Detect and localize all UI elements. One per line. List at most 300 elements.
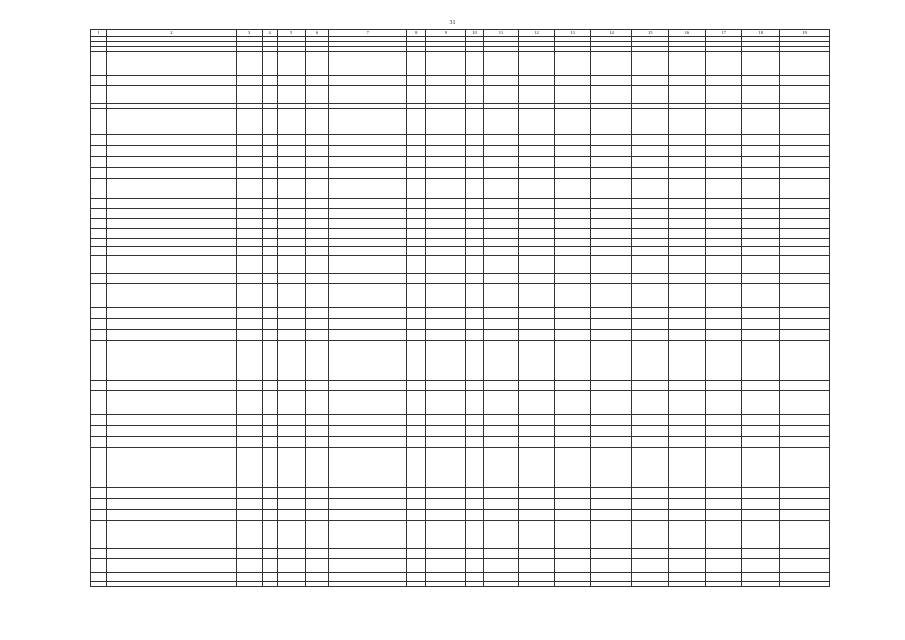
table-cell <box>91 448 107 488</box>
table-cell <box>91 219 107 229</box>
table-cell <box>483 274 519 284</box>
table-cell <box>554 549 591 559</box>
table-cell <box>466 86 483 104</box>
table-cell <box>329 274 407 284</box>
table-cell <box>483 209 519 219</box>
table-cell <box>329 199 407 209</box>
table-cell <box>91 146 107 157</box>
table-cell <box>742 521 780 549</box>
table-cell <box>554 239 591 247</box>
table-row <box>91 391 830 415</box>
table-cell <box>277 510 305 521</box>
table-cell <box>632 86 669 104</box>
table-cell <box>426 330 466 341</box>
table-cell <box>262 135 277 146</box>
table-cell <box>426 229 466 239</box>
table-cell <box>107 341 236 381</box>
table-cell <box>780 179 830 199</box>
table-cell <box>236 239 262 247</box>
table-cell <box>519 510 555 521</box>
table-cell <box>780 256 830 274</box>
table-cell <box>705 426 742 437</box>
table-cell <box>554 341 591 381</box>
table-cell <box>107 109 236 135</box>
table-row <box>91 219 830 229</box>
table-cell <box>591 448 632 488</box>
table-cell <box>407 146 426 157</box>
table-cell <box>483 391 519 415</box>
column-number: 1 <box>91 30 107 37</box>
table-cell <box>407 52 426 76</box>
table-cell <box>705 179 742 199</box>
table-cell <box>742 179 780 199</box>
table-cell <box>426 239 466 247</box>
table-cell <box>669 146 706 157</box>
table-cell <box>407 157 426 168</box>
table-cell <box>91 109 107 135</box>
table-cell <box>262 247 277 256</box>
table-cell <box>107 219 236 229</box>
table-cell <box>329 426 407 437</box>
table-cell <box>236 391 262 415</box>
table-cell <box>519 247 555 256</box>
table-cell <box>277 135 305 146</box>
table-cell <box>305 330 329 341</box>
table-row <box>91 247 830 256</box>
table-cell <box>262 426 277 437</box>
table-cell <box>519 330 555 341</box>
table-cell <box>407 549 426 559</box>
table-cell <box>554 391 591 415</box>
table-cell <box>262 157 277 168</box>
table-cell <box>91 179 107 199</box>
table-cell <box>742 284 780 308</box>
table-cell <box>277 549 305 559</box>
table-cell <box>742 199 780 209</box>
table-cell <box>705 157 742 168</box>
column-number: 14 <box>591 30 632 37</box>
table-cell <box>554 199 591 209</box>
table-cell <box>519 573 555 582</box>
table-cell <box>632 319 669 330</box>
table-row <box>91 256 830 274</box>
table-cell <box>591 437 632 448</box>
table-cell <box>407 219 426 229</box>
table-cell <box>236 146 262 157</box>
table-cell <box>107 510 236 521</box>
table-cell <box>262 274 277 284</box>
table-cell <box>591 415 632 426</box>
table-cell <box>705 219 742 229</box>
table-cell <box>632 308 669 319</box>
table-cell <box>466 426 483 437</box>
table-cell <box>466 52 483 76</box>
table-cell <box>277 256 305 274</box>
table-cell <box>277 157 305 168</box>
table-cell <box>91 319 107 330</box>
table-cell <box>632 448 669 488</box>
table-row <box>91 146 830 157</box>
table-cell <box>107 488 236 499</box>
table-cell <box>554 209 591 219</box>
table-cell <box>705 521 742 549</box>
table-cell <box>742 437 780 448</box>
table-cell <box>407 582 426 587</box>
table-cell <box>780 437 830 448</box>
table-cell <box>519 256 555 274</box>
table-cell <box>262 510 277 521</box>
table-cell <box>107 229 236 239</box>
table-cell <box>554 521 591 549</box>
table-cell <box>107 426 236 437</box>
table-cell <box>780 157 830 168</box>
table-cell <box>705 488 742 499</box>
table-cell <box>305 319 329 330</box>
table-cell <box>236 582 262 587</box>
table-cell <box>277 573 305 582</box>
table-cell <box>466 499 483 510</box>
table-cell <box>519 381 555 391</box>
table-cell <box>591 168 632 179</box>
table-cell <box>780 521 830 549</box>
table-cell <box>554 499 591 510</box>
table-cell <box>407 448 426 488</box>
table-cell <box>466 573 483 582</box>
table-cell <box>466 76 483 86</box>
table-cell <box>262 52 277 76</box>
table-cell <box>107 199 236 209</box>
table-cell <box>277 109 305 135</box>
table-cell <box>554 415 591 426</box>
table-cell <box>305 582 329 587</box>
table-row <box>91 330 830 341</box>
table-cell <box>591 109 632 135</box>
table-cell <box>519 229 555 239</box>
table-cell <box>426 381 466 391</box>
table-cell <box>277 521 305 549</box>
table-cell <box>780 415 830 426</box>
table-row <box>91 209 830 219</box>
table-cell <box>669 109 706 135</box>
table-cell <box>466 448 483 488</box>
table-cell <box>305 229 329 239</box>
table-cell <box>705 582 742 587</box>
table-cell <box>426 135 466 146</box>
table-cell <box>554 219 591 229</box>
table-cell <box>466 219 483 229</box>
table-row <box>91 341 830 381</box>
table-cell <box>742 209 780 219</box>
page-number: 31 <box>449 20 456 26</box>
table-cell <box>426 448 466 488</box>
table-cell <box>591 247 632 256</box>
table-cell <box>277 415 305 426</box>
table-cell <box>107 573 236 582</box>
table-cell <box>742 426 780 437</box>
table-cell <box>632 549 669 559</box>
table-cell <box>426 426 466 437</box>
table-cell <box>262 559 277 573</box>
table-cell <box>426 168 466 179</box>
table-cell <box>519 284 555 308</box>
table-cell <box>705 510 742 521</box>
column-number: 18 <box>742 30 780 37</box>
table-cell <box>632 341 669 381</box>
table-cell <box>591 274 632 284</box>
table-cell <box>591 146 632 157</box>
table-cell <box>483 308 519 319</box>
table-cell <box>483 330 519 341</box>
table-cell <box>742 274 780 284</box>
table-cell <box>669 488 706 499</box>
table-cell <box>519 549 555 559</box>
table-cell <box>91 135 107 146</box>
table-cell <box>483 381 519 391</box>
table-cell <box>277 448 305 488</box>
table-cell <box>262 308 277 319</box>
table-cell <box>705 319 742 330</box>
table-cell <box>519 308 555 319</box>
table-cell <box>426 219 466 229</box>
table-cell <box>519 109 555 135</box>
table-cell <box>305 179 329 199</box>
table-cell <box>554 157 591 168</box>
table-cell <box>466 229 483 239</box>
table-cell <box>305 256 329 274</box>
table-cell <box>669 219 706 229</box>
table-cell <box>554 168 591 179</box>
table-cell <box>305 521 329 549</box>
table-cell <box>669 284 706 308</box>
table-cell <box>236 256 262 274</box>
table-row <box>91 415 830 426</box>
table-cell <box>742 157 780 168</box>
table-body <box>91 37 830 587</box>
table-cell <box>407 179 426 199</box>
table-cell <box>236 157 262 168</box>
budget-table <box>90 29 830 587</box>
table-cell <box>426 179 466 199</box>
table-cell <box>426 549 466 559</box>
table-cell <box>483 219 519 229</box>
table-cell <box>780 308 830 319</box>
table-cell <box>632 488 669 499</box>
table-row <box>91 582 830 587</box>
table-cell <box>632 426 669 437</box>
table-cell <box>329 247 407 256</box>
table-cell <box>519 274 555 284</box>
table-cell <box>277 426 305 437</box>
table-cell <box>91 274 107 284</box>
table-cell <box>426 284 466 308</box>
table-cell <box>466 209 483 219</box>
table-cell <box>262 199 277 209</box>
table-cell <box>742 582 780 587</box>
table-cell <box>277 499 305 510</box>
table-row <box>91 488 830 499</box>
table-cell <box>705 109 742 135</box>
table-row <box>91 229 830 239</box>
table-cell <box>91 157 107 168</box>
table-cell <box>305 86 329 104</box>
table-cell <box>236 219 262 229</box>
table-cell <box>705 168 742 179</box>
column-number: 4 <box>262 30 277 37</box>
table-cell <box>466 168 483 179</box>
table-cell <box>91 510 107 521</box>
table-cell <box>305 209 329 219</box>
table-cell <box>483 521 519 549</box>
table-cell <box>262 488 277 499</box>
column-number: 3 <box>236 30 262 37</box>
table-cell <box>236 510 262 521</box>
table-cell <box>519 582 555 587</box>
table-cell <box>236 247 262 256</box>
table-cell <box>426 521 466 549</box>
table-cell <box>554 76 591 86</box>
table-cell <box>554 179 591 199</box>
table-cell <box>466 319 483 330</box>
table-cell <box>591 219 632 229</box>
table-cell <box>305 168 329 179</box>
column-number: 12 <box>519 30 555 37</box>
table-cell <box>591 179 632 199</box>
table-cell <box>669 209 706 219</box>
table-cell <box>91 573 107 582</box>
table-cell <box>669 256 706 274</box>
table-cell <box>329 209 407 219</box>
table-cell <box>262 168 277 179</box>
table-cell <box>483 426 519 437</box>
table-cell <box>554 274 591 284</box>
table-cell <box>483 247 519 256</box>
table-cell <box>742 549 780 559</box>
table-cell <box>780 199 830 209</box>
table-cell <box>426 488 466 499</box>
table-cell <box>554 437 591 448</box>
table-cell <box>705 86 742 104</box>
table-cell <box>669 499 706 510</box>
table-cell <box>632 499 669 510</box>
table-cell <box>632 168 669 179</box>
table-cell <box>669 229 706 239</box>
table-cell <box>329 179 407 199</box>
table-cell <box>632 573 669 582</box>
table-cell <box>91 426 107 437</box>
table-cell <box>519 179 555 199</box>
table-row <box>91 549 830 559</box>
table-cell <box>591 86 632 104</box>
table-cell <box>262 499 277 510</box>
table-cell <box>236 521 262 549</box>
table-row <box>91 448 830 488</box>
table-cell <box>466 157 483 168</box>
table-cell <box>466 179 483 199</box>
table-cell <box>705 256 742 274</box>
table-cell <box>519 391 555 415</box>
table-cell <box>669 448 706 488</box>
table-cell <box>466 488 483 499</box>
table-cell <box>780 135 830 146</box>
table-cell <box>91 239 107 247</box>
table-cell <box>591 549 632 559</box>
table-row <box>91 168 830 179</box>
table-cell <box>669 341 706 381</box>
table-cell <box>277 319 305 330</box>
table-cell <box>705 391 742 415</box>
table-cell <box>426 415 466 426</box>
table-cell <box>554 488 591 499</box>
table-cell <box>407 488 426 499</box>
table-cell <box>705 437 742 448</box>
table-cell <box>236 179 262 199</box>
table-cell <box>426 52 466 76</box>
table-cell <box>91 308 107 319</box>
table-cell <box>91 499 107 510</box>
table-cell <box>262 330 277 341</box>
table-cell <box>669 76 706 86</box>
table-cell <box>780 330 830 341</box>
table-cell <box>305 76 329 86</box>
table-cell <box>91 52 107 76</box>
table-cell <box>591 426 632 437</box>
table-cell <box>277 437 305 448</box>
table-cell <box>407 274 426 284</box>
table-cell <box>483 582 519 587</box>
table-cell <box>329 109 407 135</box>
table-cell <box>407 76 426 86</box>
table-cell <box>426 256 466 274</box>
table-cell <box>277 274 305 284</box>
table-cell <box>305 341 329 381</box>
table-cell <box>466 381 483 391</box>
table-cell <box>236 549 262 559</box>
table-cell <box>519 499 555 510</box>
table-row <box>91 573 830 582</box>
table-cell <box>262 341 277 381</box>
table-cell <box>742 146 780 157</box>
table-cell <box>519 209 555 219</box>
table-cell <box>632 199 669 209</box>
table-cell <box>632 559 669 573</box>
table-cell <box>519 219 555 229</box>
table-cell <box>305 239 329 247</box>
table-cell <box>705 499 742 510</box>
table-cell <box>407 573 426 582</box>
table-cell <box>705 308 742 319</box>
table-cell <box>632 330 669 341</box>
table-cell <box>483 559 519 573</box>
table-row <box>91 521 830 549</box>
table-cell <box>554 448 591 488</box>
table-cell <box>483 549 519 559</box>
table-row <box>91 135 830 146</box>
table-cell <box>407 168 426 179</box>
table-cell <box>426 391 466 415</box>
table-cell <box>305 284 329 308</box>
table-cell <box>277 209 305 219</box>
table-cell <box>107 86 236 104</box>
table-cell <box>91 437 107 448</box>
table-cell <box>591 488 632 499</box>
table-cell <box>483 157 519 168</box>
table-cell <box>705 381 742 391</box>
table-cell <box>705 76 742 86</box>
table-cell <box>519 86 555 104</box>
table-cell <box>305 219 329 229</box>
table-cell <box>407 256 426 274</box>
table-cell <box>329 415 407 426</box>
